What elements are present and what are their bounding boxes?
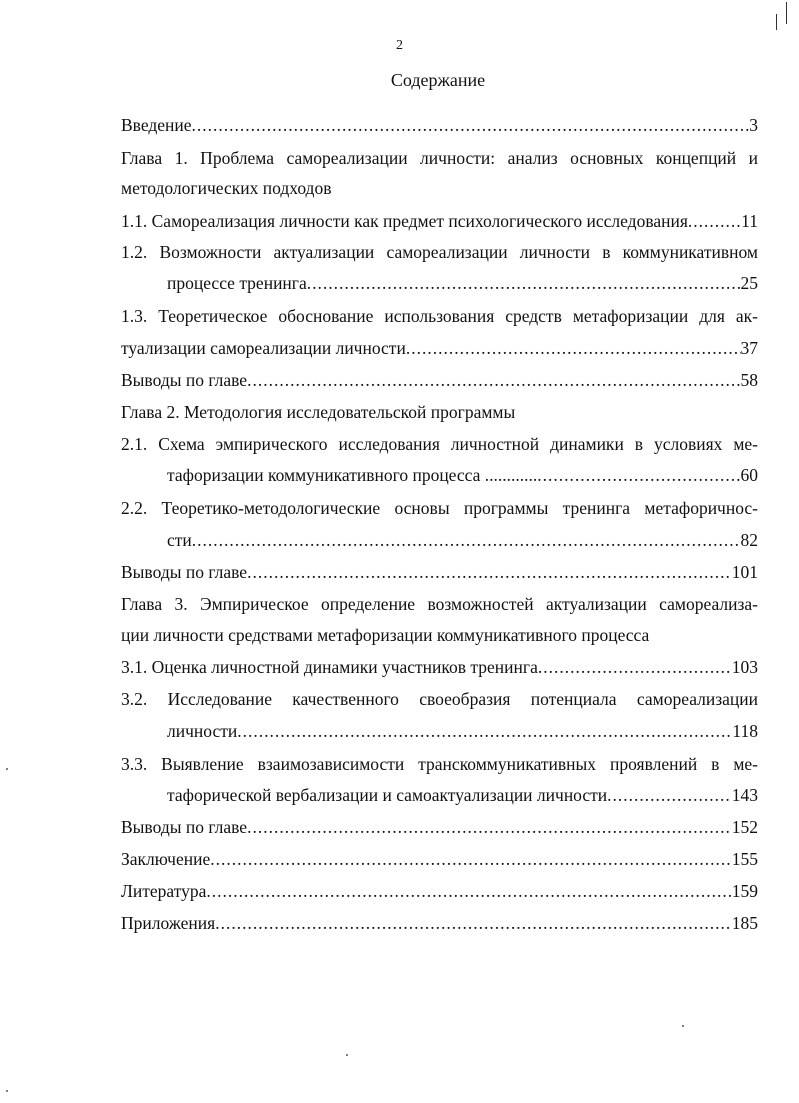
toc-entry-text: Приложения xyxy=(121,913,216,933)
scan-speck xyxy=(6,1090,8,1092)
dot-leader xyxy=(247,560,732,584)
toc-entry-2-1-line-1[interactable]: 2.1. Схема эмпирического исследования личностной динамики в условиях ме- xyxy=(121,434,758,454)
page-title: Содержание xyxy=(390,70,486,90)
toc-chapter-2[interactable]: Глава 2. Методология исследовательской программы xyxy=(121,402,516,422)
dot-leader xyxy=(237,719,732,743)
toc-page-number: 60 xyxy=(740,465,758,485)
scan-mark xyxy=(786,2,787,24)
toc-entry-conclusion[interactable] xyxy=(121,847,758,871)
toc-chapter-3-line-2[interactable]: ции личности средствами метафоризации коммуникативного процесса xyxy=(121,625,650,645)
toc-entry-text: Заключение xyxy=(121,849,211,869)
toc-page-number: 101 xyxy=(731,562,758,582)
dot-leader xyxy=(192,113,750,137)
dot-leader xyxy=(406,336,741,360)
toc-entry-text: процессе тренинга xyxy=(167,273,307,293)
toc-entry-text: сти xyxy=(167,530,192,550)
page-number: 2 xyxy=(396,38,403,53)
toc-entry-chapter-3-summary[interactable] xyxy=(121,815,758,839)
toc-entry-3-3-line-2[interactable] xyxy=(167,783,758,807)
toc-entry-3-2-line-1[interactable]: 3.2. Исследование качественного своеобразия потенциала самореализации xyxy=(121,689,758,709)
toc-entry-text: Выводы по главе xyxy=(121,370,248,390)
toc-page-number: 103 xyxy=(731,657,758,677)
scan-speck xyxy=(682,1025,684,1027)
dot-leader xyxy=(307,271,741,295)
toc-page-number: 152 xyxy=(731,817,758,837)
scan-speck xyxy=(6,768,8,770)
toc-page-number: 11 xyxy=(741,211,758,231)
toc-page-number: 118 xyxy=(732,721,758,741)
dot-leader xyxy=(247,815,732,839)
dot-leader xyxy=(688,209,741,233)
toc-page-number: 82 xyxy=(740,530,758,550)
toc-entry-1-2-line-2[interactable] xyxy=(167,271,758,295)
toc-entry-text: Выводы по главе xyxy=(121,562,248,582)
toc-entry-chapter-1-summary[interactable] xyxy=(121,368,758,392)
toc-page-number: 58 xyxy=(740,370,758,390)
toc-entry-literature[interactable] xyxy=(121,879,758,903)
dot-leader xyxy=(210,847,732,871)
dot-leader xyxy=(247,368,740,392)
scan-mark xyxy=(776,14,777,30)
dot-leader xyxy=(537,463,740,487)
dot-leader xyxy=(538,655,732,679)
toc-page-number: 155 xyxy=(731,849,758,869)
toc-entry-text: Введение xyxy=(121,115,192,135)
dot-leader xyxy=(206,879,731,903)
toc-entry-text: Выводы по главе xyxy=(121,817,248,837)
toc-page-number: 37 xyxy=(740,338,758,358)
toc-entry-1-2-line-1[interactable]: 1.2. Возможности актуализации самореализации личности в коммуникативном xyxy=(121,242,758,262)
toc-page-number: 143 xyxy=(731,785,758,805)
toc-entry-1-3-line-1[interactable]: 1.3. Теоретическое обоснование использования средств метафоризации для ак- xyxy=(121,306,758,326)
toc-entry-3-3-line-1[interactable]: 3.3. Выявление взаимозависимости транскоммуникативных проявлений в ме- xyxy=(121,754,758,774)
dot-leader xyxy=(192,528,741,552)
toc-entry-2-2-line-2[interactable] xyxy=(167,528,758,552)
toc-page-number: 3 xyxy=(749,115,758,135)
toc-chapter-1-line-2[interactable]: методологических подходов xyxy=(121,178,332,198)
toc-page-number: 25 xyxy=(740,273,758,293)
toc-chapter-3-line-1[interactable]: Глава 3. Эмпирическое определение возможностей актуализации самореализа- xyxy=(121,594,758,614)
dot-leader xyxy=(607,783,732,807)
toc-entry-text: 1.1. Самореализация личности как предмет психологического исследования xyxy=(121,211,688,231)
toc-chapter-1-line-1[interactable]: Глава 1. Проблема самореализации личности: анализ основных концепций и xyxy=(121,148,758,168)
toc-entry-chapter-2-summary[interactable] xyxy=(121,560,758,584)
scan-speck xyxy=(346,1054,348,1056)
toc-entry-text: личности xyxy=(167,721,238,741)
toc-entry-1-1[interactable] xyxy=(121,209,758,233)
dot-leader xyxy=(215,911,732,935)
toc-entry-1-3-line-2[interactable] xyxy=(121,336,758,360)
toc-entry-appendix[interactable] xyxy=(121,911,758,935)
toc-entry-2-2-line-1[interactable]: 2.2. Теоретико-методологические основы программы тренинга метафоричнос- xyxy=(121,498,758,518)
toc-entry-2-1-line-2[interactable] xyxy=(167,463,758,487)
toc-entry-3-2-line-2[interactable] xyxy=(167,719,758,743)
toc-entry-text: Литература xyxy=(121,881,207,901)
toc-entry-text: туализации самореализации личности xyxy=(121,338,406,358)
toc-entry-3-1[interactable] xyxy=(121,655,758,679)
toc-entry-intro[interactable] xyxy=(121,113,758,137)
toc-entry-text: тафорической вербализации и самоактуализации личности xyxy=(167,785,608,805)
toc-entry-text: 3.1. Оценка личностной динамики участников тренинга xyxy=(121,657,538,677)
toc-page-number: 159 xyxy=(731,881,758,901)
toc-entry-text: тафоризации коммуникативного процесса ............ xyxy=(167,465,538,485)
toc-page-number: 185 xyxy=(731,913,758,933)
